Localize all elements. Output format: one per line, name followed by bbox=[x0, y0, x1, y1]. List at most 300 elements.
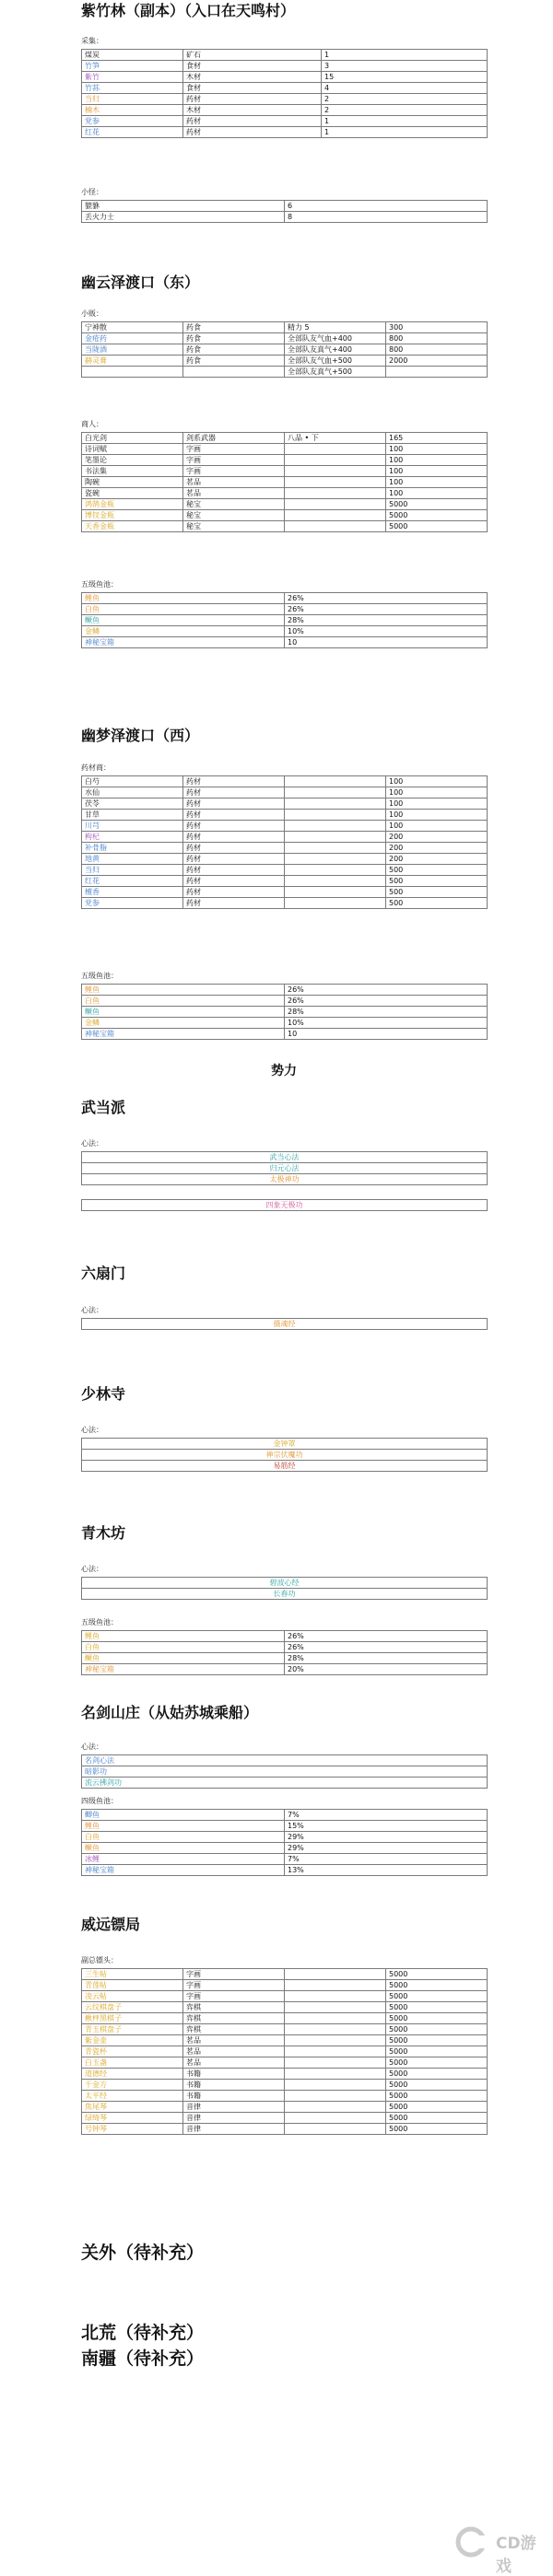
table-cell: 矿石 bbox=[183, 50, 322, 61]
table-cell: 金鳞 bbox=[82, 626, 285, 637]
table-cell: 食材 bbox=[183, 61, 322, 72]
table-cell: 书法集 bbox=[82, 466, 183, 477]
table-cell bbox=[285, 865, 386, 876]
table-cell: 弈棋 bbox=[183, 2024, 285, 2035]
table-cell bbox=[285, 854, 386, 865]
section-title: 青木坊 bbox=[81, 1524, 126, 1542]
section-mingjian bbox=[81, 1704, 487, 1722]
table-cell: 药材 bbox=[183, 776, 285, 787]
table-cell: 1 bbox=[322, 116, 488, 127]
table-cell: 食材 bbox=[183, 83, 322, 94]
section-title: 紫竹林（副本）（入口在天鸣村） bbox=[81, 2, 296, 19]
table-row bbox=[82, 776, 488, 787]
weiyuan-block bbox=[81, 1956, 487, 2135]
table-cell: 秘宝 bbox=[183, 510, 285, 521]
table-cell: 字画 bbox=[183, 455, 285, 466]
table-cell bbox=[285, 521, 386, 532]
table-cell: 云纹棋盘子 bbox=[82, 2002, 183, 2013]
table-cell: 凌云帖 bbox=[82, 1991, 183, 2002]
table-cell: 药材 bbox=[183, 843, 285, 854]
merchant-block bbox=[81, 420, 487, 532]
table-row bbox=[82, 1029, 488, 1040]
mingjian-fish-block bbox=[81, 1797, 487, 1876]
table-cell: 药食 bbox=[183, 344, 285, 356]
table-cell: 药材 bbox=[183, 832, 285, 843]
qingmu-block bbox=[81, 1565, 487, 1600]
table-cell: 书籍 bbox=[183, 2069, 285, 2080]
table-cell: 冰鲤 bbox=[82, 1854, 285, 1865]
table-cell: 诗词赋 bbox=[82, 444, 183, 455]
xinfa-table bbox=[81, 1151, 488, 1185]
table-cell: 碧波心经 bbox=[82, 1578, 488, 1589]
table-cell: 鸿鹄金瓶 bbox=[82, 499, 183, 510]
xinfa-table bbox=[81, 1318, 488, 1330]
table-cell: 100 bbox=[386, 455, 488, 466]
table-cell: 字画 bbox=[183, 1980, 285, 1991]
table-cell: 100 bbox=[386, 810, 488, 821]
xinfa-table bbox=[81, 1754, 488, 1789]
xinfa-table bbox=[81, 1438, 488, 1472]
vendor-label: 小贩： bbox=[81, 309, 103, 318]
table-row bbox=[82, 1969, 488, 1980]
table-cell: 天香金瓶 bbox=[82, 521, 183, 532]
vendor-block bbox=[81, 309, 487, 378]
table-cell: 2000 bbox=[386, 356, 488, 367]
table-row bbox=[82, 2091, 488, 2102]
table-cell: 200 bbox=[386, 832, 488, 843]
table-cell: 金钟罩 bbox=[82, 1439, 488, 1450]
table-cell: 药食 bbox=[183, 322, 285, 333]
table-row bbox=[82, 996, 488, 1007]
table-cell: 丢火力士 bbox=[82, 212, 285, 223]
biaotou-table bbox=[81, 1968, 488, 2135]
table-cell: 5000 bbox=[386, 2057, 488, 2069]
xinfa-table-extra bbox=[81, 1199, 488, 1211]
table-cell: 5000 bbox=[386, 2102, 488, 2113]
table-row bbox=[82, 854, 488, 865]
table-row bbox=[82, 1664, 488, 1675]
table-row bbox=[82, 1821, 488, 1832]
table-cell: 165 bbox=[386, 433, 488, 444]
fish-label: 五级鱼池： bbox=[81, 580, 118, 589]
table-cell bbox=[285, 488, 386, 499]
table-cell: 名剑心法 bbox=[82, 1755, 488, 1766]
table-row bbox=[82, 2002, 488, 2013]
table-row bbox=[82, 444, 488, 455]
section-title: 六扇门 bbox=[81, 1265, 126, 1282]
table-cell: 木材 bbox=[183, 105, 322, 116]
table-cell: 檀香 bbox=[82, 887, 183, 898]
table-cell: 5000 bbox=[386, 2024, 488, 2035]
section-liushan bbox=[81, 1265, 487, 1283]
table-row bbox=[82, 433, 488, 444]
table-cell: 精力 5 bbox=[285, 322, 386, 333]
table-cell: 药材 bbox=[183, 876, 285, 887]
table-row bbox=[82, 201, 488, 212]
table-cell: 当归 bbox=[82, 94, 183, 105]
table-cell: 500 bbox=[386, 876, 488, 887]
table-cell: 5000 bbox=[386, 2013, 488, 2024]
table-cell bbox=[285, 2002, 386, 2013]
table-cell: 道德经 bbox=[82, 2069, 183, 2080]
table-cell: 音律 bbox=[183, 2113, 285, 2124]
table-row bbox=[82, 83, 488, 94]
table-cell: 2 bbox=[322, 94, 488, 105]
table-cell: 暗影功 bbox=[82, 1766, 488, 1778]
table-cell bbox=[285, 2046, 386, 2057]
table-cell: 29% bbox=[285, 1832, 488, 1843]
vendor-table bbox=[81, 321, 488, 378]
table-cell: 茯苓 bbox=[82, 798, 183, 810]
table-cell: 绿绮琴 bbox=[82, 2113, 183, 2124]
table-cell: 5000 bbox=[386, 1991, 488, 2002]
table-cell: 药食 bbox=[183, 333, 285, 344]
table-cell: 长春功 bbox=[82, 1589, 488, 1600]
collect-label: 采集： bbox=[81, 37, 103, 45]
table-cell bbox=[285, 787, 386, 798]
table-cell: 100 bbox=[386, 444, 488, 455]
table-row bbox=[82, 985, 488, 996]
table-cell: 神秘宝箱 bbox=[82, 1664, 285, 1675]
section-guanwai-title: 关外（待补充） bbox=[81, 2243, 205, 2263]
fish-block-east bbox=[81, 580, 487, 648]
table-cell: 100 bbox=[386, 787, 488, 798]
table-row bbox=[82, 1631, 488, 1642]
table-cell: 100 bbox=[386, 477, 488, 488]
table-cell: 禅宗伏魔功 bbox=[82, 1450, 488, 1461]
table-row bbox=[82, 477, 488, 488]
table-cell bbox=[285, 810, 386, 821]
table-row bbox=[82, 1152, 488, 1163]
table-cell: 药材 bbox=[183, 865, 285, 876]
section-shaolin bbox=[81, 1385, 487, 1404]
table-cell bbox=[285, 455, 386, 466]
table-cell: 药材 bbox=[183, 116, 322, 127]
table-cell: 号钟琴 bbox=[82, 2124, 183, 2135]
table-cell: 500 bbox=[386, 865, 488, 876]
table-cell: 5000 bbox=[386, 2069, 488, 2080]
table-row bbox=[82, 615, 488, 626]
table-cell: 药材 bbox=[183, 854, 285, 865]
table-cell: 青瓷杯 bbox=[82, 2046, 183, 2057]
table-row bbox=[82, 1163, 488, 1174]
table-cell: 甘草 bbox=[82, 810, 183, 821]
table-cell: 流云拂剑功 bbox=[82, 1778, 488, 1789]
table-cell: 药材 bbox=[183, 887, 285, 898]
table-cell: 字画 bbox=[183, 1991, 285, 2002]
table-cell: 笔墨论 bbox=[82, 455, 183, 466]
table-cell: 28% bbox=[285, 1007, 488, 1018]
table-cell: 字画 bbox=[183, 1969, 285, 1980]
table-cell: 字画 bbox=[183, 444, 285, 455]
table-cell: 100 bbox=[386, 776, 488, 787]
table-row bbox=[82, 1778, 488, 1789]
table-cell: 2 bbox=[322, 105, 488, 116]
monster-label: 小怪： bbox=[81, 188, 103, 196]
section-title: 少林寺 bbox=[81, 1385, 126, 1403]
table-cell: 武当心法 bbox=[82, 1152, 488, 1163]
table-cell bbox=[285, 843, 386, 854]
table-cell: 500 bbox=[386, 898, 488, 909]
table-cell: 26% bbox=[285, 593, 488, 604]
table-cell: 茗品 bbox=[183, 2046, 285, 2057]
collect-table bbox=[81, 49, 488, 138]
table-cell: 鳜鱼 bbox=[82, 1843, 285, 1854]
table-cell: 太平经 bbox=[82, 2091, 183, 2102]
table-row bbox=[82, 1653, 488, 1664]
table-cell: 800 bbox=[386, 333, 488, 344]
table-row bbox=[82, 1854, 488, 1865]
table-cell: 煤炭 bbox=[82, 50, 183, 61]
section-shili-title: 势力 bbox=[271, 1064, 297, 1078]
table-cell: 楸枰黑棋子 bbox=[82, 2013, 183, 2024]
table-cell bbox=[285, 1991, 386, 2002]
table-cell: 鲫鱼 bbox=[82, 1810, 285, 1821]
table-cell: 白芍 bbox=[82, 776, 183, 787]
table-cell: 当陇酒 bbox=[82, 344, 183, 356]
section-title: 幽梦泽渡口（西） bbox=[81, 727, 200, 744]
table-cell: 药材 bbox=[183, 127, 322, 138]
fish-table bbox=[81, 984, 488, 1040]
table-cell: 白鱼 bbox=[82, 996, 285, 1007]
table-cell: 28% bbox=[285, 1653, 488, 1664]
table-cell bbox=[285, 466, 386, 477]
table-cell: 瓷碗 bbox=[82, 488, 183, 499]
herb-table bbox=[81, 775, 488, 909]
table-row bbox=[82, 488, 488, 499]
herb-block bbox=[81, 763, 487, 909]
table-cell: 10 bbox=[285, 637, 488, 648]
xinfa-label: 心法： bbox=[81, 1743, 103, 1751]
table-cell: 10% bbox=[285, 1018, 488, 1029]
table-cell bbox=[285, 887, 386, 898]
table-row bbox=[82, 50, 488, 61]
xinfa-label: 心法： bbox=[81, 1426, 103, 1434]
table-row bbox=[82, 1018, 488, 1029]
table-cell: 5000 bbox=[386, 1969, 488, 1980]
section-title: 武当派 bbox=[81, 1099, 126, 1116]
biaotou-label: 副总镖头： bbox=[81, 1956, 118, 1964]
table-cell: 博钗金瓶 bbox=[82, 510, 183, 521]
table-cell bbox=[285, 2035, 386, 2046]
table-cell: 水仙 bbox=[82, 787, 183, 798]
table-cell: 29% bbox=[285, 1843, 488, 1854]
table-cell: 音律 bbox=[183, 2102, 285, 2113]
table-cell: 100 bbox=[386, 821, 488, 832]
table-cell: 秘宝 bbox=[183, 521, 285, 532]
fish-label: 四级鱼池： bbox=[81, 1797, 118, 1805]
table-cell bbox=[285, 1969, 386, 1980]
liushan-block bbox=[81, 1306, 487, 1330]
table-cell: 陶碗 bbox=[82, 477, 183, 488]
table-cell: 5000 bbox=[386, 2080, 488, 2091]
table-row bbox=[82, 1174, 488, 1185]
section-title: 威远镖局 bbox=[81, 1916, 141, 1933]
table-cell: 青莲帖 bbox=[82, 1980, 183, 1991]
table-row bbox=[82, 626, 488, 637]
wudang-extra-block bbox=[81, 1199, 487, 1211]
table-cell: 音律 bbox=[183, 2124, 285, 2135]
table-row bbox=[82, 1439, 488, 1450]
table-row bbox=[82, 1578, 488, 1589]
table-row bbox=[82, 499, 488, 510]
table-cell bbox=[285, 477, 386, 488]
fish-table bbox=[81, 1809, 488, 1876]
table-cell: 竹笋 bbox=[82, 61, 183, 72]
table-cell: 药食 bbox=[183, 356, 285, 367]
table-row bbox=[82, 1832, 488, 1843]
table-cell: 5000 bbox=[386, 2002, 488, 2013]
table-cell: 金疮药 bbox=[82, 333, 183, 344]
table-row bbox=[82, 2013, 488, 2024]
table-cell: 药材 bbox=[183, 821, 285, 832]
table-cell: 7% bbox=[285, 1810, 488, 1821]
table-cell: 10% bbox=[285, 626, 488, 637]
table-row bbox=[82, 593, 488, 604]
table-cell bbox=[285, 2013, 386, 2024]
table-row bbox=[82, 1642, 488, 1653]
fish-table bbox=[81, 1630, 488, 1675]
table-cell: 13% bbox=[285, 1865, 488, 1876]
xinfa-table bbox=[81, 1577, 488, 1600]
table-cell: 鲤鱼 bbox=[82, 593, 285, 604]
table-cell: 药材 bbox=[183, 798, 285, 810]
table-row bbox=[82, 2102, 488, 2113]
table-cell: 5000 bbox=[386, 521, 488, 532]
table-row bbox=[82, 1755, 488, 1766]
table-cell: 茗品 bbox=[183, 2035, 285, 2046]
table-row bbox=[82, 521, 488, 532]
table-cell: 白光剑 bbox=[82, 433, 183, 444]
table-cell: 8 bbox=[285, 212, 488, 223]
table-row bbox=[82, 94, 488, 105]
table-cell bbox=[285, 2080, 386, 2091]
collect-block bbox=[81, 37, 487, 138]
table-row bbox=[82, 832, 488, 843]
table-cell: 5000 bbox=[386, 2046, 488, 2057]
table-cell: 神秘宝箱 bbox=[82, 1029, 285, 1040]
table-cell: 川芎 bbox=[82, 821, 183, 832]
table-cell: 太极神功 bbox=[82, 1174, 488, 1185]
table-cell: 全部队友气血+400 bbox=[285, 333, 386, 344]
section-youmeng bbox=[81, 727, 487, 745]
table-cell: 白鱼 bbox=[82, 1642, 285, 1653]
table-row bbox=[82, 843, 488, 854]
table-cell: 枸杞 bbox=[82, 832, 183, 843]
table-row bbox=[82, 2113, 488, 2124]
table-cell: 5000 bbox=[386, 1980, 488, 1991]
table-cell: 紫竹 bbox=[82, 72, 183, 83]
table-cell: 药材 bbox=[183, 787, 285, 798]
table-cell: 白鱼 bbox=[82, 1832, 285, 1843]
table-cell bbox=[285, 444, 386, 455]
table-cell: 茗品 bbox=[183, 2057, 285, 2069]
table-cell: 党参 bbox=[82, 116, 183, 127]
table-cell: 红花 bbox=[82, 876, 183, 887]
table-row bbox=[82, 1810, 488, 1821]
table-cell: 书籍 bbox=[183, 2080, 285, 2091]
table-row bbox=[82, 1991, 488, 2002]
table-cell: 书籍 bbox=[183, 2091, 285, 2102]
table-cell bbox=[285, 798, 386, 810]
table-cell: 5000 bbox=[386, 2113, 488, 2124]
table-row bbox=[82, 2124, 488, 2135]
table-row bbox=[82, 322, 488, 333]
table-row bbox=[82, 604, 488, 615]
table-row bbox=[82, 510, 488, 521]
table-cell: 300 bbox=[386, 322, 488, 333]
table-row bbox=[82, 1589, 488, 1600]
table-row bbox=[82, 1980, 488, 1991]
monster-table bbox=[81, 200, 488, 223]
table-cell: 焦尾琴 bbox=[82, 2102, 183, 2113]
section-title: 名剑山庄（从姑苏城乘船） bbox=[81, 1704, 259, 1721]
section-youyun bbox=[81, 274, 487, 292]
table-cell: 28% bbox=[285, 615, 488, 626]
table-cell bbox=[285, 2024, 386, 2035]
section-wudang bbox=[81, 1099, 487, 1117]
xinfa-label: 心法： bbox=[81, 1565, 103, 1573]
table-cell: 貔貅 bbox=[82, 201, 285, 212]
table-row bbox=[82, 876, 488, 887]
table-cell: 鲤鱼 bbox=[82, 1631, 285, 1642]
table-cell: 全部队友真气+500 bbox=[285, 367, 386, 378]
xinfa-label: 心法： bbox=[81, 1306, 103, 1314]
table-cell: 26% bbox=[285, 985, 488, 996]
table-cell: 3 bbox=[322, 61, 488, 72]
table-row bbox=[82, 2024, 488, 2035]
table-cell bbox=[285, 832, 386, 843]
table-cell bbox=[285, 499, 386, 510]
table-cell: 赫灵膏 bbox=[82, 356, 183, 367]
table-cell: 红花 bbox=[82, 127, 183, 138]
table-cell: 100 bbox=[386, 488, 488, 499]
table-cell: 药材 bbox=[183, 898, 285, 909]
table-cell: 鳜鱼 bbox=[82, 1653, 285, 1664]
table-cell: 药材 bbox=[183, 94, 322, 105]
table-row bbox=[82, 1461, 488, 1472]
table-row bbox=[82, 116, 488, 127]
table-row bbox=[82, 1843, 488, 1854]
table-cell: 500 bbox=[386, 887, 488, 898]
table-cell: 200 bbox=[386, 854, 488, 865]
wudang-block bbox=[81, 1139, 487, 1185]
table-cell bbox=[183, 367, 285, 378]
table-cell: 白鱼 bbox=[82, 604, 285, 615]
table-row bbox=[82, 2080, 488, 2091]
table-cell: 100 bbox=[386, 798, 488, 810]
table-cell: 青玉棋盘子 bbox=[82, 2024, 183, 2035]
table-cell bbox=[285, 876, 386, 887]
table-row bbox=[82, 2057, 488, 2069]
table-cell: 26% bbox=[285, 604, 488, 615]
table-cell: 1 bbox=[322, 50, 488, 61]
table-cell: 神秘宝箱 bbox=[82, 1865, 285, 1876]
table-cell bbox=[285, 898, 386, 909]
merchant-label: 商人： bbox=[81, 420, 103, 428]
herb-label: 药材商： bbox=[81, 763, 111, 772]
table-row bbox=[82, 1007, 488, 1018]
table-row bbox=[82, 1450, 488, 1461]
section-title: 幽云泽渡口（东） bbox=[81, 274, 200, 291]
table-row bbox=[82, 1319, 488, 1330]
table-row bbox=[82, 466, 488, 477]
table-row bbox=[82, 344, 488, 356]
table-cell: 26% bbox=[285, 1631, 488, 1642]
table-cell: 八品 • 下 bbox=[285, 433, 386, 444]
table-cell bbox=[82, 367, 183, 378]
table-cell: 7% bbox=[285, 1854, 488, 1865]
